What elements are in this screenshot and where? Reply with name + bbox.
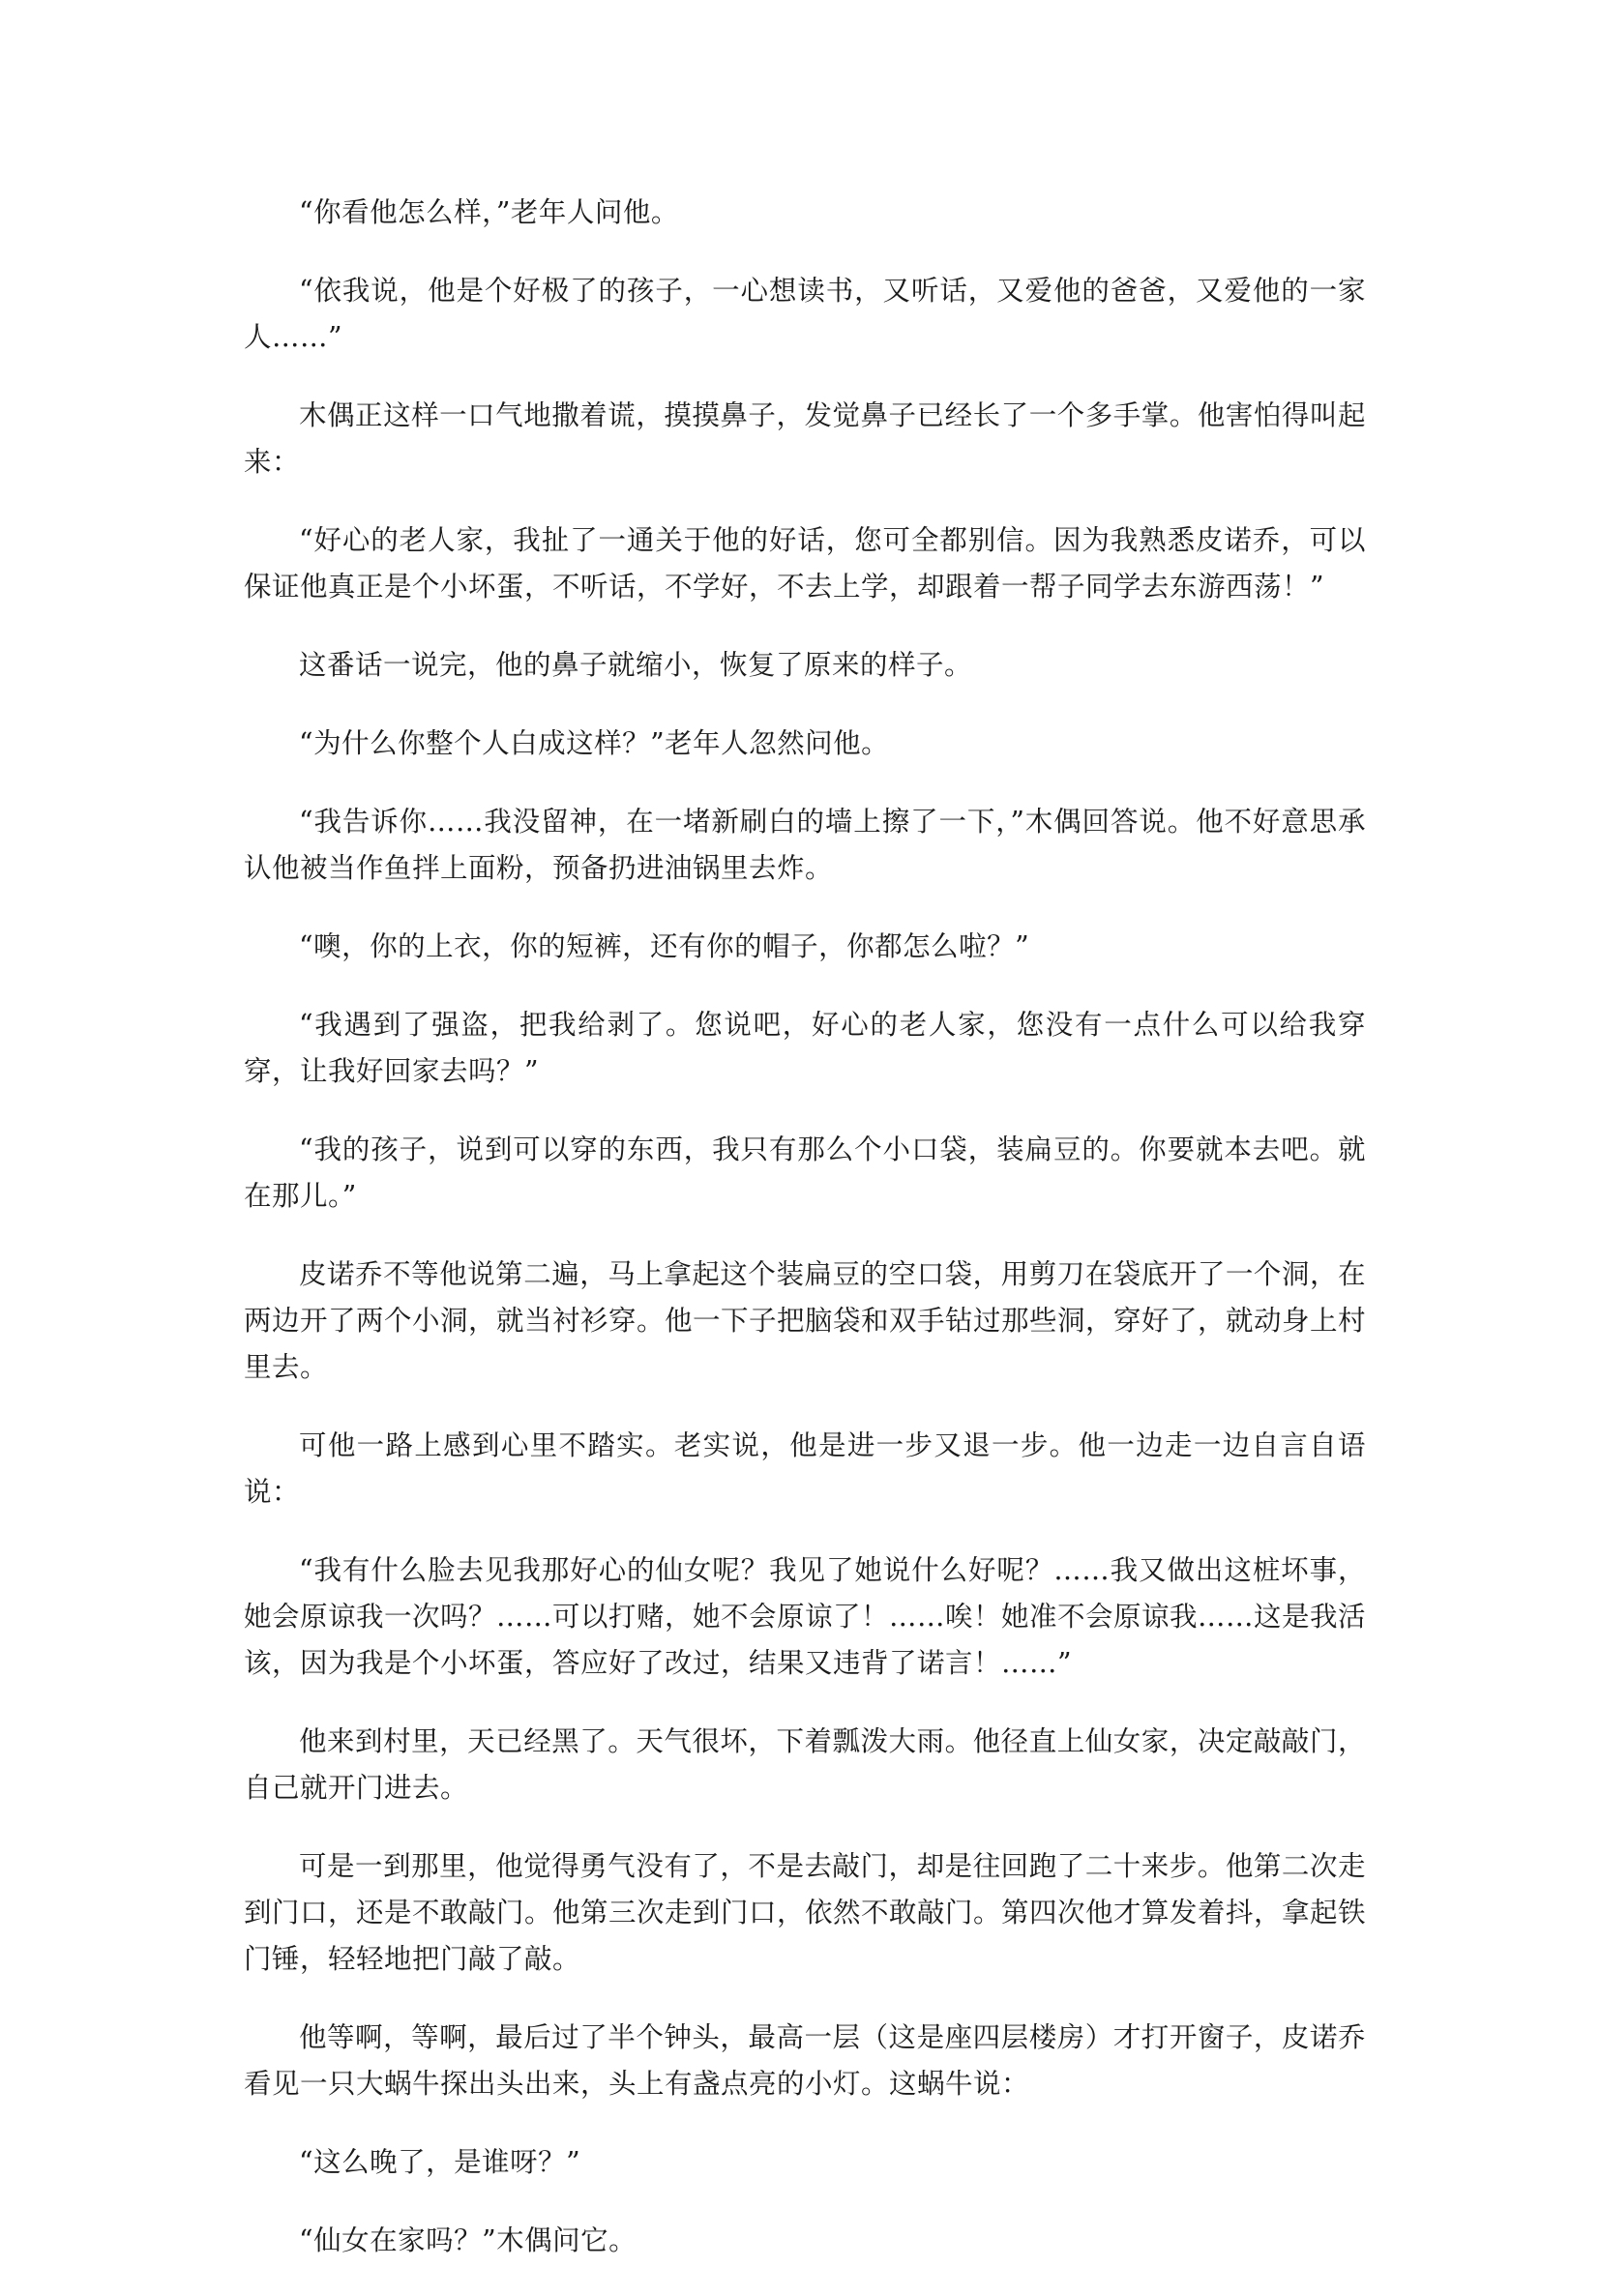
paragraph: “依我说，他是个好极了的孩子，一心想读书，又听话，又爱他的爸爸，又爱他的一家人……” — [244, 275, 1366, 353]
paragraph: “仙女在家吗？”木偶问它。 — [299, 2224, 637, 2256]
paragraph: “好心的老人家，我扯了一通关于他的好话，您可全都别信。因为我熟悉皮诺乔，可以保证他真正是个小坏蛋，不听话，不学好，不去上学，却跟着一帮子同学去东游西荡！” — [244, 524, 1366, 603]
paragraph: 可是一到那里，他觉得勇气没有了，不是去敲门，却是往回跑了二十来步。他第二次走到门口，还是不敢敲门。他第三次走到门口，依然不敢敲门。第四次他才算发着抖，拿起铁门锤，轻轻地把门敲了敲。 — [244, 1850, 1367, 1975]
paragraph: 他来到村里，天已经黑了。天气很坏，下着瓢泼大雨。他径直上仙女家，决定敲敲门，自己就开门进去。 — [244, 1725, 1366, 1804]
paragraph: 木偶正这样一口气地撒着谎，摸摸鼻子，发觉鼻子已经长了一个多手掌。他害怕得叫起来： — [244, 399, 1366, 478]
paragraph: “我遇到了强盗，把我给剥了。您说吧，好心的老人家，您没有一点什么可以给我穿穿，让我好回家去吗？” — [244, 1009, 1366, 1087]
paragraph: “这么晚了，是谁呀？” — [299, 2146, 581, 2178]
story-text — [244, 190, 1366, 2296]
paragraph: “我的孩子，说到可以穿的东西，我只有那么个小口袋，装扁豆的。你要就本去吧。就在那儿。” — [244, 1133, 1366, 1212]
paragraph: 可他一路上感到心里不踏实。老实说，他是进一步又退一步。他一边走一边自言自语说： — [244, 1429, 1366, 1508]
paragraph: 皮诺乔不等他说第二遍，马上拿起这个装扁豆的空口袋，用剪刀在袋底开了一个洞，在两边开了两个小洞，就当衬衫穿。他一下子把脑袋和双手钻过那些洞，穿好了，就动身上村里去。 — [244, 1258, 1367, 1383]
paragraph: 这番话一说完，他的鼻子就缩小，恢复了原来的样子。 — [299, 649, 973, 681]
paragraph: “我告诉你……我没留神，在一堵新刷白的墙上擦了一下，”木偶回答说。他不好意思承认他被当作鱼拌上面粉，预备扔进油锅里去炸。 — [244, 806, 1366, 884]
paragraph: “你看他怎么样，”老年人问他。 — [299, 196, 679, 228]
paragraph: “为什么你整个人白成这样？”老年人忽然问他。 — [299, 727, 890, 759]
paragraph: 他等啊，等啊，最后过了半个钟头，最高一层（这是座四层楼房）才打开窗子，皮诺乔看见一只大蜗牛探出头出来，头上有盏点亮的小灯。这蜗牛说： — [244, 2021, 1366, 2100]
paragraph: “我有什么脸去见我那好心的仙女呢？我见了她说什么好呢？……我又做出这桩坏事，她会原谅我一次吗？……可以打赌，她不会原谅了！……唉！她准不会原谅我……这是我活该，因为我是个小坏蛋，答应好了改过，结果又违背了诺言！……” — [244, 1554, 1367, 1679]
paragraph: “噢，你的上衣，你的短裤，还有你的帽子，你都怎么啦？” — [299, 930, 1030, 962]
